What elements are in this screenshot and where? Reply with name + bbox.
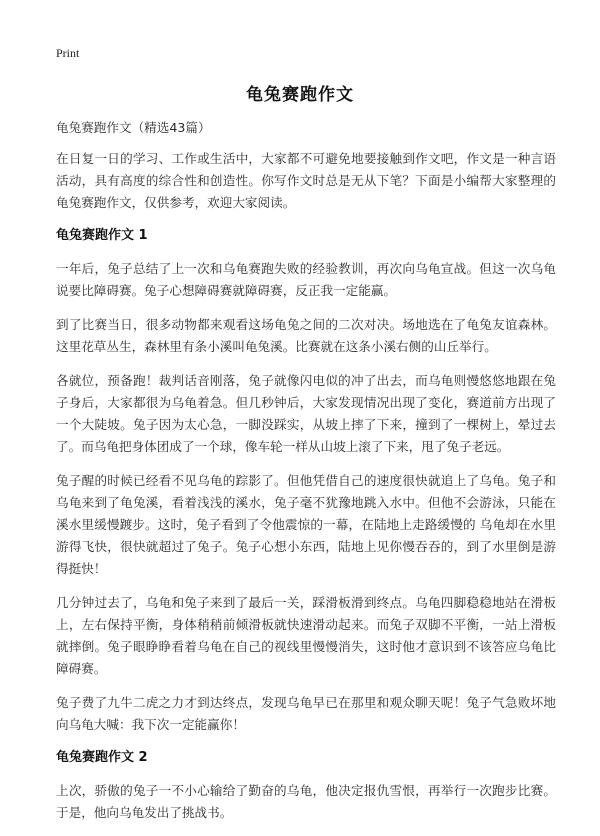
section1-paragraph-2: 到了比赛当日，很多动物都来观看这场龟兔之间的二次对决。场地选在了龟兔友谊森林。这里花草丛生，森林里有条小溪叫龟兔溪。比赛就在这条小溪右侧的山丘举行。 [56, 317, 556, 354]
section1-paragraph-3: 各就位，预备跑！裁判话音刚落，兔子就像闪电似的冲了出去，而乌龟则慢悠悠地跟在兔子身后，大家都很为乌龟着急。但几秒钟后，大家发现情况出现了变化，赛道前方出现了一个大陡坡。兔子因为太心急，一脚没踩实，从坡上摔了下来，撞到了一棵树上，晕过去了。而乌龟把身体团成了一个球，像车轮一样从山坡上滚了下来，甩了兔子老远。 [56, 373, 556, 454]
article-body [56, 117, 556, 836]
section1-paragraph-6: 兔子费了九牛二虎之力才到达终点，发现乌龟早已在那里和观众聊天呢！兔子气急败坏地向乌龟大喊：我下次一定能赢你！ [56, 695, 556, 732]
section1-paragraph-1: 一年后，兔子总结了上一次和乌龟赛跑失败的经验教训，再次向乌龟宣战。但这一次乌龟说要比障碍赛。兔子心想障碍赛就障碍赛，反正我一定能赢。 [56, 261, 556, 298]
intro-paragraph: 在日复一日的学习、工作或生活中，大家都不可避免地要接触到作文吧，作文是一种言语活动，具有高度的综合性和创造性。你写作文时总是无从下笔？下面是小编帮大家整理的龟兔赛跑作文，仅供参考，欢迎大家阅读。 [56, 151, 556, 210]
section-heading-2: 龟兔赛跑作文 2 [56, 750, 148, 765]
section1-paragraph-4: 兔子醒的时候已经看不见乌龟的踪影了。但他凭借自己的速度很快就追上了乌龟。兔子和乌龟来到了龟兔溪，看着浅浅的溪水，兔子毫不犹豫地跳入水中。但他不会游泳，只能在溪水里缓慢踱步。这时，兔子看到了令他震惊的一幕，在陆地上走路缓慢的 乌龟却在水里游得飞快，很快就超过了兔子。兔子心想小东西，陆地上见你慢吞吞的，到了水里倒是游得挺快！ [56, 473, 556, 576]
article-subtitle: 龟兔赛跑作文（精选43篇） [56, 120, 211, 135]
section-heading-1: 龟兔赛跑作文 1 [56, 228, 148, 243]
section2-paragraph-1: 上次，骄傲的兔子一不小心输给了勤奋的乌龟，他决定报仇雪恨，再举行一次跑步比赛。于是，他向乌龟发出了挑战书。 [56, 783, 556, 820]
page-title: 龟兔赛跑作文 [246, 85, 354, 105]
print-link[interactable]: Print [56, 46, 80, 60]
section1-paragraph-5: 几分钟过去了，乌龟和兔子来到了最后一关，踩滑板滑到终点。乌龟四脚稳稳地站在滑板上，左右保持平衡，身体稍稍前倾滑板就快速滑动起来。而兔子双脚不平衡，一站上滑板就摔倒。兔子眼睁睁看着乌龟在自己的视线里慢慢消失，这时他才意识到不该答应乌龟比障碍赛。 [56, 595, 556, 676]
